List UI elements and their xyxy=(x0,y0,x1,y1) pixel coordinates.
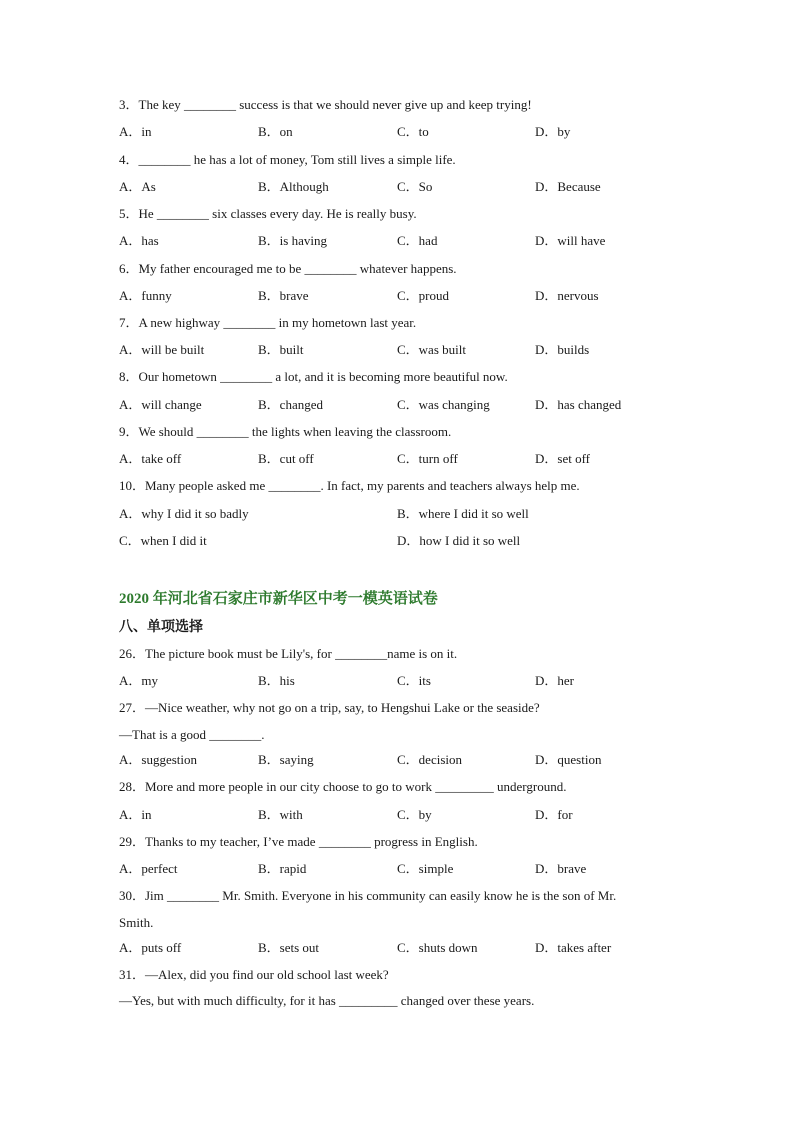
option-a: A．suggestion xyxy=(119,752,198,767)
question-stem: 28．More and more people in our city choose to go to work _________ underground. xyxy=(119,779,567,794)
option-d: D．by xyxy=(535,124,571,139)
option-c: C．to xyxy=(397,124,429,139)
option-b: B．with xyxy=(258,807,303,822)
option-b: B．brave xyxy=(258,288,309,303)
question-stem-continued: Smith. xyxy=(119,915,154,930)
option-a: A．take off xyxy=(119,451,182,466)
question-stem: 10．Many people asked me ________. In fact, my parents and teachers always help me. xyxy=(119,478,580,493)
question-stem: 6．My father encouraged me to be ________ whatever happens. xyxy=(119,261,457,276)
option-d: D．her xyxy=(535,673,574,688)
option-c: C．was changing xyxy=(397,397,490,412)
option-a: A．As xyxy=(119,179,156,194)
option-c: C．decision xyxy=(397,752,462,767)
option-d: D．takes after xyxy=(535,940,612,955)
option-b: B．changed xyxy=(258,397,323,412)
question-stem: 8．Our hometown ________ a lot, and it is becoming more beautiful now. xyxy=(119,369,508,384)
subsection-title: 八、单项选择 xyxy=(119,620,203,635)
question-stem-continued: —Yes, but with much difficulty, for it has _________ changed over these years. xyxy=(119,993,535,1008)
option-d: D．will have xyxy=(535,233,606,248)
option-b: B．rapid xyxy=(258,861,307,876)
option-d: D．nervous xyxy=(535,288,599,303)
option-d: D．brave xyxy=(535,861,587,876)
option-c: C．turn off xyxy=(397,451,458,466)
option-a: A．in xyxy=(119,124,152,139)
question-stem: 9．We should ________ the lights when leaving the classroom. xyxy=(119,424,452,439)
option-b: B．built xyxy=(258,342,304,357)
question-stem: 4．________ he has a lot of money, Tom still lives a simple life. xyxy=(119,152,456,167)
option-d: D．builds xyxy=(535,342,590,357)
option-a: A．why I did it so badly xyxy=(119,506,249,521)
option-c: C．proud xyxy=(397,288,450,303)
option-b: B．his xyxy=(258,673,295,688)
question-stem: 7．A new highway ________ in my hometown last year. xyxy=(119,315,417,330)
question-stem: 30．Jim ________ Mr. Smith. Everyone in his community can easily know he is the son of Mr. xyxy=(119,888,617,903)
option-b: B．on xyxy=(258,124,293,139)
option-d: D．Because xyxy=(535,179,601,194)
question-stem: 3．The key ________ success is that we should never give up and keep trying! xyxy=(119,97,532,112)
option-a: A．puts off xyxy=(119,940,182,955)
option-a: A．my xyxy=(119,673,159,688)
option-b: B．is having xyxy=(258,233,327,248)
option-a: A．perfect xyxy=(119,861,178,876)
option-a: A．has xyxy=(119,233,159,248)
option-c: C．simple xyxy=(397,861,454,876)
question-stem: 31．—Alex, did you find our old school last week? xyxy=(119,967,389,982)
question-stem-continued: —That is a good ________. xyxy=(119,727,265,742)
option-c: C．shuts down xyxy=(397,940,478,955)
section-title: 2020 年河北省石家庄市新华区中考一模英语试卷 xyxy=(119,591,438,607)
option-b: B．sets out xyxy=(258,940,320,955)
option-c: C．its xyxy=(397,673,431,688)
option-b: B．where I did it so well xyxy=(397,506,529,521)
option-b: B．saying xyxy=(258,752,314,767)
option-b: B．Although xyxy=(258,179,329,194)
option-b: B．cut off xyxy=(258,451,314,466)
option-a: A．funny xyxy=(119,288,172,303)
option-c: C．when I did it xyxy=(119,533,207,548)
option-a: A．will be built xyxy=(119,342,205,357)
option-d: D．how I did it so well xyxy=(397,533,521,548)
option-d: D．set off xyxy=(535,451,591,466)
question-stem: 29．Thanks to my teacher, I’ve made ________ progress in English. xyxy=(119,834,478,849)
option-c: C．was built xyxy=(397,342,466,357)
question-stem: 26．The picture book must be Lily's, for ________name is on it. xyxy=(119,646,458,661)
option-d: D．has changed xyxy=(535,397,622,412)
question-stem: 27．—Nice weather, why not go on a trip, say, to Hengshui Lake or the seaside? xyxy=(119,700,540,715)
option-d: D．question xyxy=(535,752,602,767)
option-a: A．in xyxy=(119,807,152,822)
option-c: C．by xyxy=(397,807,432,822)
option-c: C．So xyxy=(397,179,433,194)
question-stem: 5．He ________ six classes every day. He is really busy. xyxy=(119,206,417,221)
option-a: A．will change xyxy=(119,397,202,412)
option-c: C．had xyxy=(397,233,438,248)
option-d: D．for xyxy=(535,807,573,822)
